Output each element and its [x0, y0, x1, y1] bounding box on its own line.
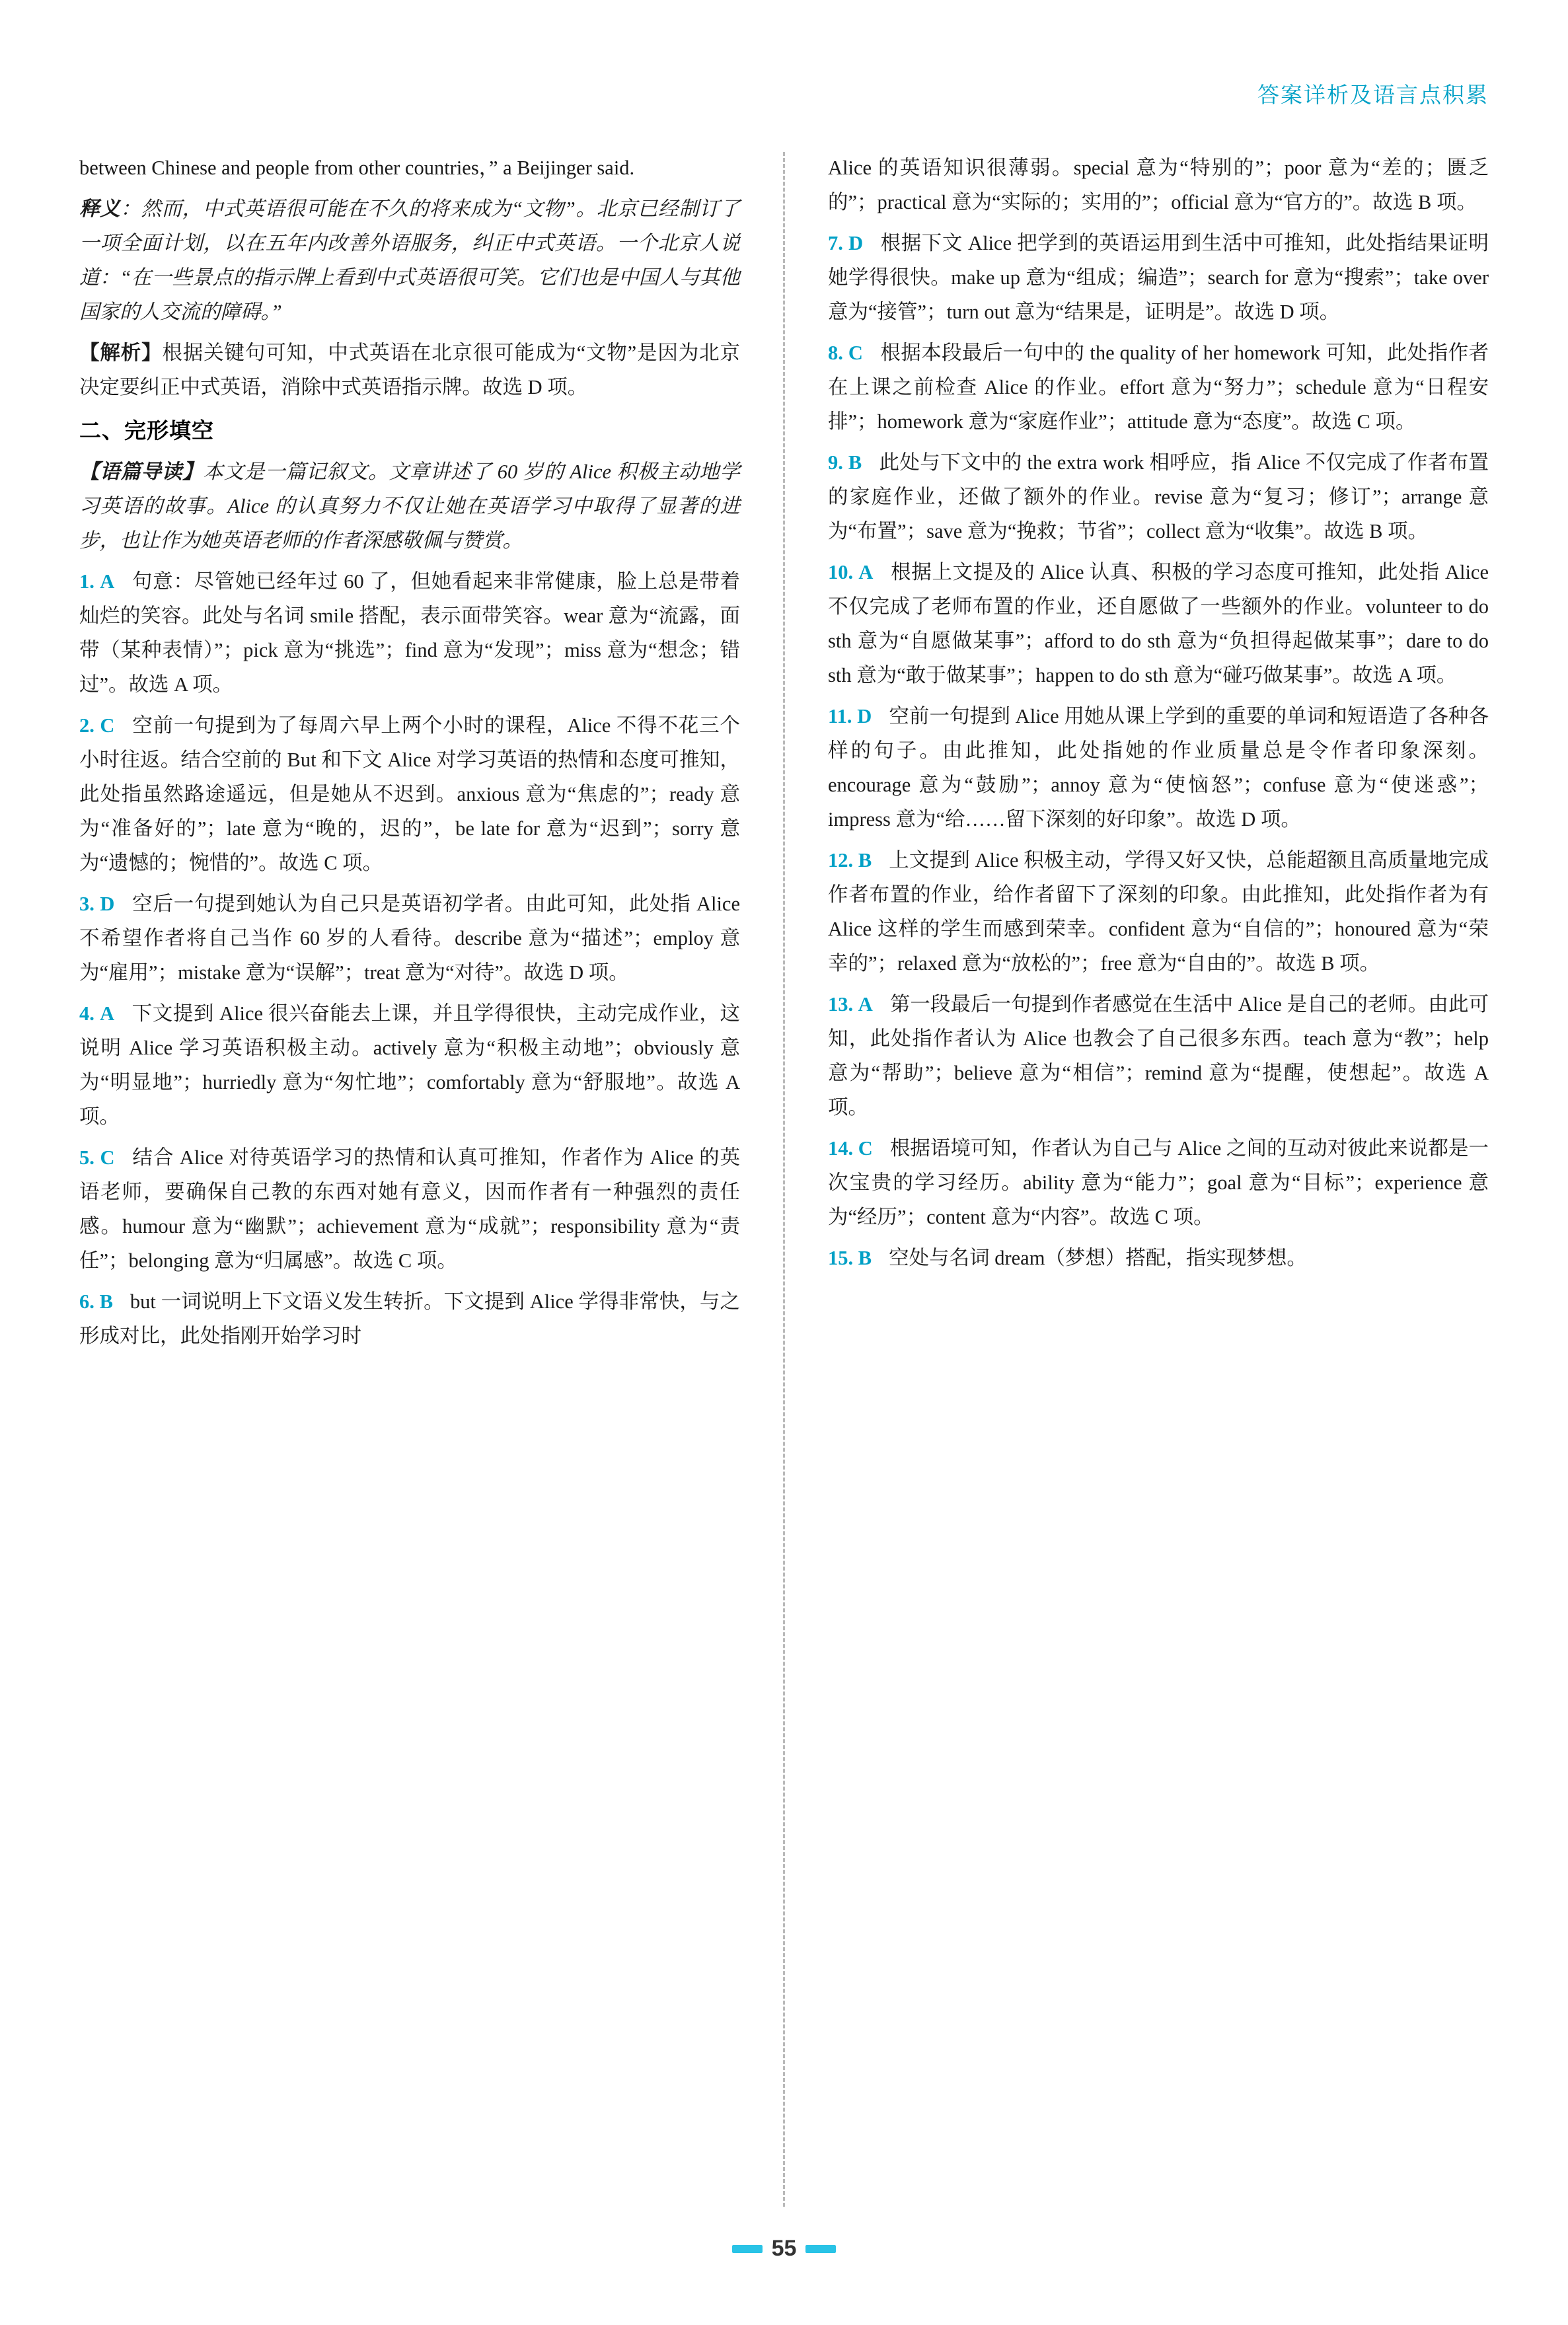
answer-number-13: 13.: [828, 993, 854, 1015]
answer-item-1: [79, 564, 740, 702]
right-column: [828, 151, 1489, 2212]
answer-item-15: [828, 1241, 1489, 1275]
page-footer: [0, 2236, 1568, 2262]
paragraph-analysis: [79, 336, 740, 404]
page-header: [1257, 78, 1489, 109]
answer-number-3: 3.: [79, 893, 94, 915]
passage-guide-label: 【语篇导读】: [79, 461, 204, 483]
answer-choice-10: A: [858, 561, 874, 583]
answer-item-10: [828, 555, 1489, 692]
answer-number-6: 6.: [79, 1290, 94, 1313]
analysis-text: 根据关键句可知，中式英语在北京很可能成为“文物”是因为北京决定要纠正中式英语，消除中式英语指示牌。故选 D 项。: [79, 342, 741, 398]
answer-text-15: 空处与名词 dream（梦想）搭配，指实现梦想。: [889, 1247, 1307, 1269]
passage-guide-text: 本文是一篇记叙文。文章讲述了 60 岁的 Alice 积极主动地学习英语的故事。Alice 的认真努力不仅让她在英语学习中取得了显著的进步，也让作为她英语老师的作者深感敬佩与赞赏。: [79, 461, 740, 552]
answer-item-3: [79, 887, 740, 990]
paragraph-passage-end: between Chinese and people from other countries，” a Beijinger said.: [79, 157, 635, 179]
answer-item-9: [828, 445, 1489, 548]
answer-item-2: [79, 708, 740, 880]
answer-text-12: 上文提到 Alice 积极主动，学得又好又快，总能超额且高质量地完成作者布置的作业，给作者留下了深刻的印象。由此推知，此处指作者为有 Alice 这样的学生而感到荣幸。confident 意为“自信的”；honoured 意为“荣幸的”；relaxed 意为“放松的”；free 意为“自由的”。故选 B 项。: [828, 849, 1489, 975]
answer-choice-15: B: [858, 1247, 872, 1269]
answer-item-14: [828, 1131, 1489, 1234]
answer-text-10: 根据上文提及的 Alice 认真、积极的学习态度可推知，此处指 Alice 不仅完成了老师布置的作业，还自愿做了一些额外的作业。volunteer to do sth 意为“自愿做某事”；afford to do sth 意为“负担得起做某事”；dare to do sth 意为“敢于做某事”；happen to do sth 意为“碰巧做某事”。故选 A 项。: [828, 561, 1489, 686]
answer-number-5: 5.: [79, 1146, 94, 1169]
answer-choice-6: B: [99, 1290, 113, 1313]
answer-number-10: 10.: [828, 561, 854, 583]
answer-item-6: [79, 1284, 740, 1353]
answer-text-7: 根据下文 Alice 把学到的英语运用到生活中可推知，此处指结果证明她学得很快。make up 意为“组成；编造”；search for 意为“搜索”；take over 意为“接管”；turn out 意为“结果是，证明是”。故选 D 项。: [828, 232, 1489, 323]
answer-item-12: [828, 843, 1489, 980]
answer-number-4: 4.: [79, 1002, 94, 1025]
answer-choice-12: B: [858, 849, 872, 871]
answer-item-5: [79, 1140, 740, 1278]
answer-number-2: 2.: [79, 714, 94, 737]
paragraph-translation: [79, 192, 740, 329]
answer-text-8: 根据本段最后一句中的 the quality of her homework 可知，此处指作者在上课之前检查 Alice 的作业。effort 意为“努力”；schedule 意为“日程安排”；homework 意为“家庭作业”；attitude 意为“态度”。故选 C 项。: [828, 342, 1489, 433]
answer-choice-13: A: [858, 993, 873, 1015]
answer-choice-14: C: [858, 1137, 873, 1160]
answer-text-5: 结合 Alice 对待英语学习的热情和认真可推知，作者作为 Alice 的英语老师，要确保自己教的东西对她有意义，因而作者有一种强烈的责任感。humour 意为“幽默”；achievement 意为“成就”；responsibility 意为“责任”；belonging 意为“归属感”。故选 C 项。: [79, 1146, 740, 1272]
answer-choice-3: D: [100, 893, 115, 915]
footer-dash-right: [805, 2245, 836, 2253]
answer-number-12: 12.: [828, 849, 854, 871]
answer-item-11: [828, 699, 1489, 836]
answer-item-6-continued: Alice 的英语知识很薄弱。special 意为“特别的”；poor 意为“差的；匮乏的”；practical 意为“实际的；实用的”；official 意为“官方的”。故选 B 项。: [828, 157, 1489, 213]
answer-choice-11: D: [857, 705, 872, 727]
page-number: 55: [771, 2236, 797, 2261]
answer-item-13: [828, 987, 1489, 1125]
answer-choice-5: C: [100, 1146, 115, 1169]
answer-choice-2: C: [100, 714, 115, 737]
answer-number-8: 8.: [828, 342, 843, 364]
left-column: [79, 151, 740, 2212]
answer-text-11: 空前一句提到 Alice 用她从课上学到的重要的单词和短语造了各种各样的句子。由此推知，此处指她的作业质量总是令作者印象深刻。encourage 意为“鼓励”；annoy 意为“使恼怒”；confuse 意为“使迷惑”；impress 意为“给……留下深刻的好印象”。故选 D 项。: [828, 705, 1489, 830]
footer-dash-left: [732, 2245, 763, 2253]
answer-number-9: 9.: [828, 451, 843, 474]
answer-choice-1: A: [100, 570, 115, 593]
answer-text-9: 此处与下文中的 the extra work 相呼应，指 Alice 不仅完成了作者布置的家庭作业，还做了额外的作业。revise 意为“复习；修订”；arrange 意为“布置”；save 意为“挽救；节省”；collect 意为“收集”。故选 B 项。: [828, 451, 1489, 542]
analysis-label: 【解析】: [79, 342, 163, 364]
answer-text-2: 空前一句提到为了每周六早上两个小时的课程，Alice 不得不花三个小时往返。结合空前的 But 和下文 Alice 对学习英语的热情和态度可推知，此处指虽然路途遥远，但是她从不迟到。anxious 意为“焦虑的”；ready 意为“准备好的”；late 意为“晚的，迟的”，be late for 意为“迟到”；sorry 意为“遗憾的；惋惜的”。故选 C 项。: [79, 714, 740, 874]
answer-choice-4: A: [100, 1002, 115, 1025]
answer-item-7: [828, 226, 1489, 329]
answer-number-1: 1.: [79, 570, 94, 593]
answer-item-8: [828, 336, 1489, 439]
answer-number-15: 15.: [828, 1247, 854, 1269]
translation-text: ：然而，中式英语很可能在不久的将来成为“文物”。北京已经制订了一项全面计划，以在五年内改善外语服务，纠正中式英语。一个北京人说道：“在一些景点的指示牌上看到中式英语很可笑。它们也是中国人与其他国家的人交流的障碍。”: [79, 198, 740, 323]
header-title: 答案详析及语言点积累: [1257, 83, 1489, 107]
answer-text-4: 下文提到 Alice 很兴奋能去上课，并且学得很快，主动完成作业，这说明 Alice 学习英语积极主动。actively 意为“积极主动地”；obviously 意为“明显地”；hurriedly 意为“匆忙地”；comfortably 意为“舒服地”。故选 A 项。: [79, 1002, 740, 1128]
answer-text-1: 句意：尽管她已经年过 60 了，但她看起来非常健康，脸上总是带着灿烂的笑容。此处与名词 smile 搭配，表示面带笑容。wear 意为“流露，面带（某种表情）”；pick 意为“挑选”；find 意为“发现”；miss 意为“想念；错过”。故选 A 项。: [79, 570, 741, 696]
answer-number-14: 14.: [828, 1137, 854, 1160]
answer-choice-7: D: [848, 232, 864, 254]
answer-choice-8: C: [848, 342, 863, 364]
two-column-body: [79, 151, 1489, 2212]
answer-text-13: 第一段最后一句提到作者感觉在生活中 Alice 是自己的老师。由此可知，此处指作者认为 Alice 也教会了自己很多东西。teach 意为“教”；help 意为“帮助”；believe 意为“相信”；remind 意为“提醒，使想起”。故选 A 项。: [828, 993, 1489, 1119]
answer-number-11: 11.: [828, 705, 852, 727]
answer-choice-9: B: [848, 451, 862, 474]
translation-label: 释义: [79, 198, 121, 220]
paragraph-passage-guide: [79, 455, 740, 558]
answer-text-14: 根据语境可知，作者认为自己与 Alice 之间的互动对彼此来说都是一次宝贵的学习经历。ability 意为“能力”；goal 意为“目标”；experience 意为“经历”；content 意为“内容”。故选 C 项。: [828, 1137, 1489, 1228]
answer-number-7: 7.: [828, 232, 843, 254]
section-title-cloze: 二、完形填空: [79, 420, 214, 443]
answer-text-6: but 一词说明上下文语义发生转折。下文提到 Alice 学得非常快，与之形成对比，此处指刚开始学习时: [79, 1290, 740, 1347]
answer-text-3: 空后一句提到她认为自己只是英语初学者。由此可知，此处指 Alice 不希望作者将自己当作 60 岁的人看待。describe 意为“描述”；employ 意为“雇用”；mistake 意为“误解”；treat 意为“对待”。故选 D 项。: [79, 893, 740, 984]
answer-item-4: [79, 996, 740, 1134]
